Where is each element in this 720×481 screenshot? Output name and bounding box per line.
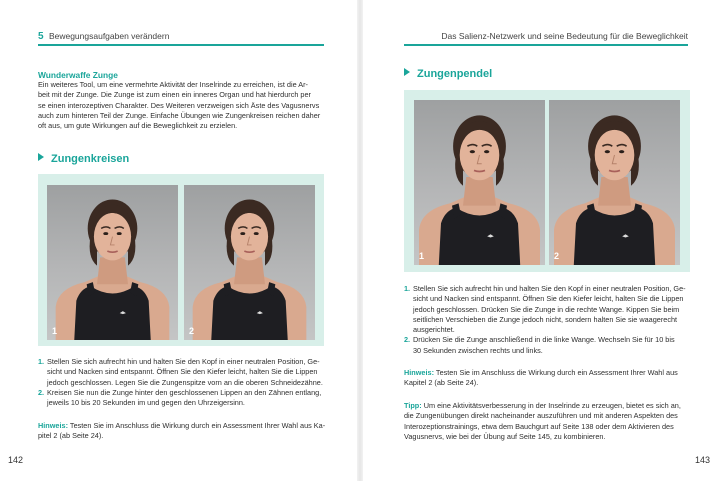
step-number: 1. — [404, 284, 411, 293]
step-line: Stellen Sie sich aufrecht hin und halten Sie den Kopf in einer neutralen Position, Ge- — [47, 357, 320, 366]
left-header-rule — [38, 44, 324, 46]
info-box-line: se einen interozeptiven Charakter. Des Weiteren verzweigen sich Äste des Vagusnervs — [38, 100, 320, 110]
page-number-left: 142 — [8, 455, 24, 465]
step-item — [404, 284, 698, 335]
step-line: jedoch geschlossen. Legen Sie die Zungenspitze vorn an die oberen Schneidezähne. — [47, 377, 323, 387]
tip-text: Um eine Aktivitätsverbesserung in der Inselrinde zu erzeugen, bietet es sich an, — [423, 401, 681, 410]
photo-number: 1 — [419, 251, 425, 261]
step-line: sicht und Nacken sind entspannt. Öffnen Sie den Kiefer leicht, halten Sie die Lippen — [413, 294, 684, 304]
tip-text: Interozeptionstrainings, etwa dem Bauchgurt auf Seite 138 oder dem Aktivieren des — [404, 421, 674, 431]
right-running-head: Das Salienz-Netzwerk und seine Bedeutung für die Beweglichkeit — [441, 31, 688, 41]
step-line: Stellen Sie sich aufrecht hin und halten Sie den Kopf in einer neutralen Position, Ge- — [413, 284, 686, 293]
photo-panel — [404, 90, 690, 272]
step-line: Drücken Sie die Zunge anschließend in die linke Wange. Wechseln Sie für 10 bis — [413, 335, 675, 345]
step-number: 1. — [38, 357, 45, 366]
step-number: 2. — [38, 387, 45, 397]
info-box-title: Wunderwaffe Zunge — [38, 70, 118, 80]
step-line: jeweils 10 bis 20 Sekunden im und gegen den Uhrzeigersinn. — [47, 398, 245, 408]
section-title-text: Zungenkreisen — [51, 153, 130, 165]
section-title-text: Zungenpendel — [417, 68, 493, 80]
step-list — [404, 284, 698, 356]
photo-number: 2 — [554, 251, 560, 261]
page-number-right: 143 — [694, 455, 710, 465]
step-line: seitlichen Verschieben die Zunge jedoch nicht, sondern halten Sie sie waagerecht — [413, 314, 678, 324]
step-line: Kreisen Sie nun die Zunge hinter den geschlossenen Lippen an den Zähnen entlang, — [47, 387, 322, 397]
step-number: 2. — [404, 335, 411, 345]
section-title-zungenkreisen — [38, 153, 129, 165]
info-box-line: beit mit der Zunge. Die Zunge ist zum einen ein inneres Organ und hat hierdurch per — [38, 90, 311, 100]
exercise-photo-1 — [414, 100, 545, 265]
step-line: 30 Sekunden zwischen rechts und links. — [413, 345, 543, 355]
info-box-line: oft aus, um gute Wirkungen auf die Beweglichkeit zu erzielen. — [38, 121, 238, 131]
hint-label: Hinweis: — [404, 368, 435, 377]
info-box-line: auch zum hinteren Teil der Zunge. Einfache Übungen wie Zungenkreisen reichen daher — [38, 110, 321, 120]
hint-note — [38, 421, 330, 442]
section-title-zungenpendel — [404, 68, 492, 80]
exercise-photo-2 — [184, 185, 315, 340]
tip-label: Tipp: — [404, 401, 422, 410]
hint-text: pitel 2 (ab Seite 24). — [38, 431, 104, 441]
tip-text: Vagusnervs, wie bei der Übung auf Seite 145, zu kombinieren. — [404, 431, 606, 441]
info-box-text — [38, 80, 328, 131]
triangle-bullet-icon — [38, 153, 44, 161]
step-list — [38, 357, 330, 408]
step-item — [38, 357, 330, 388]
triangle-bullet-icon — [404, 68, 410, 76]
photo-number: 1 — [52, 326, 58, 336]
tip-text: die Zungenübungen direkt nacheinander auszuführen und mit anderen Aspekten des — [404, 411, 678, 421]
step-item — [404, 335, 698, 356]
right-header-rule — [404, 44, 688, 46]
step-line: sicht und Nacken sind entspannt. Öffnen Sie den Kiefer leicht, halten Sie die Lippen — [47, 367, 318, 377]
step-line: ausgerichtet. — [413, 325, 455, 335]
hint-label: Hinweis: — [38, 421, 69, 430]
hint-text: Testen Sie im Anschluss die Wirkung durch ein Assessment Ihrer Wahl aus Ka- — [69, 421, 326, 430]
info-box — [38, 70, 328, 131]
exercise-photo-2 — [549, 100, 680, 265]
step-item — [38, 388, 330, 409]
exercise-photo-1 — [47, 185, 178, 340]
hint-note — [404, 368, 698, 389]
step-line: jedoch geschlossen. Drücken Sie die Zunge in die rechte Wange. Kippen Sie beim — [413, 304, 680, 314]
chapter-title: Bewegungsaufgaben verändern — [48, 31, 170, 41]
right-page — [360, 0, 720, 481]
chapter-number: 5 — [38, 31, 44, 42]
info-box-line: Ein weiteres Tool, um eine vermehrte Aktivität der Inselrinde zu erreichen, ist die Ar- — [38, 80, 308, 89]
photo-panel — [38, 174, 324, 346]
hint-text: Kapitel 2 (ab Seite 24). — [404, 378, 479, 388]
photo-number: 2 — [189, 326, 195, 336]
hint-text: Testen Sie im Anschluss die Wirkung durch ein Assessment Ihrer Wahl aus — [435, 368, 678, 377]
left-running-head — [38, 31, 169, 42]
tip-note — [404, 401, 698, 442]
